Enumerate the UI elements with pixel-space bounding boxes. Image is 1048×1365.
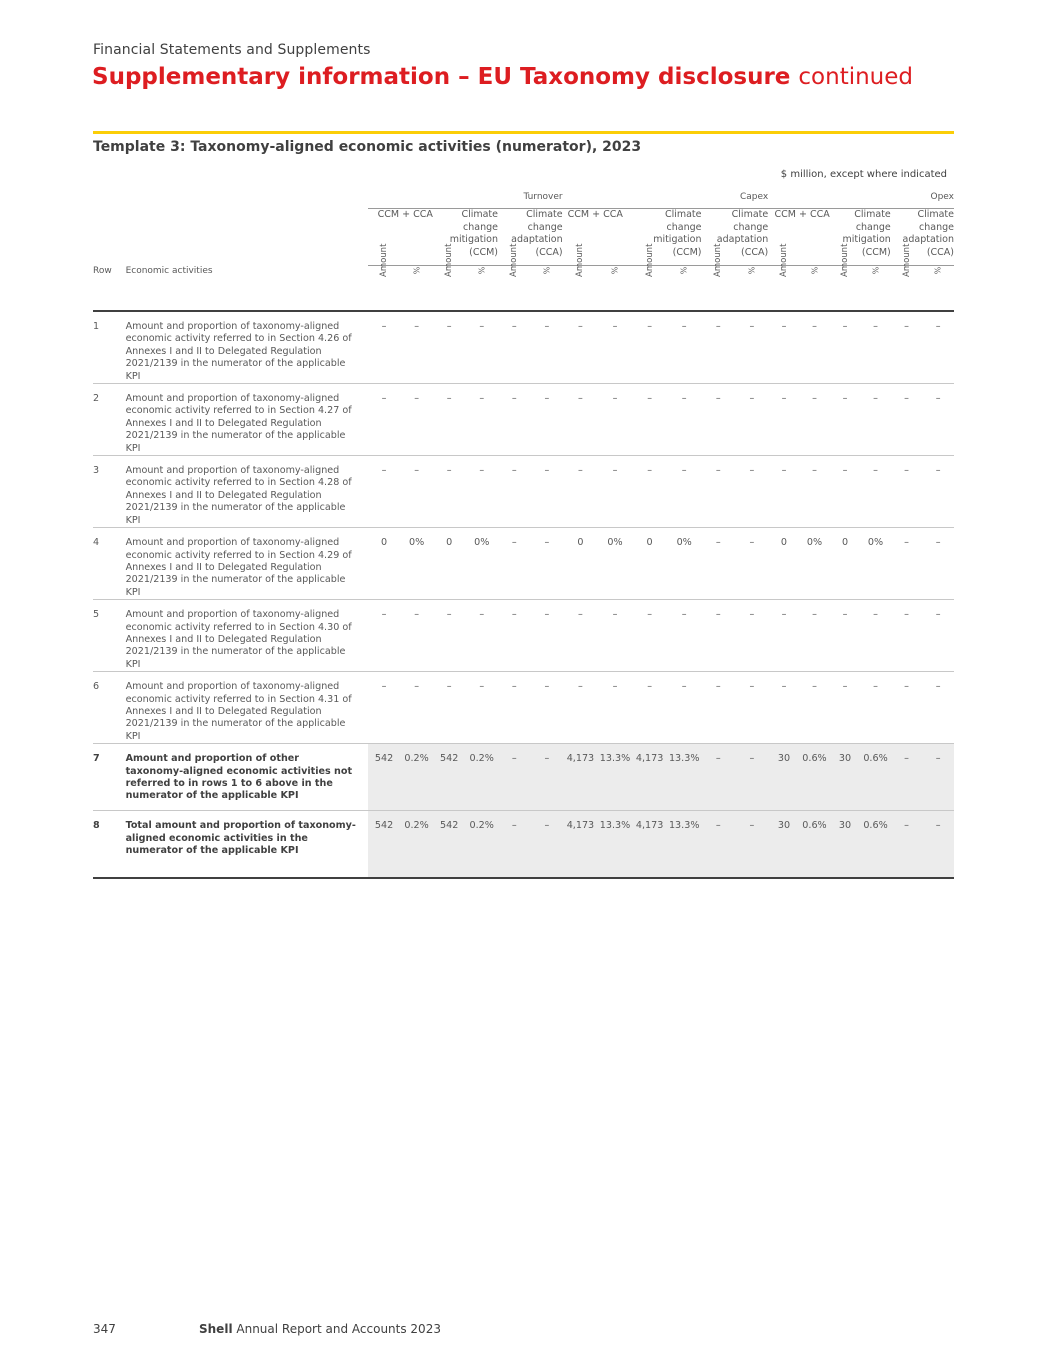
col-pct-label: % [542,266,552,275]
cell-value: – [632,384,667,456]
cell-value: – [531,384,564,456]
cell-value: – [891,384,923,456]
cell-value: – [667,672,702,744]
col-pct [598,266,633,312]
col-amount [368,243,401,312]
cell-value: – [891,811,923,879]
cell-value: – [799,672,830,744]
cell-value: 0 [632,528,667,600]
cell-value: 0% [465,528,498,600]
template-title: Template 3: Taxonomy-aligned economic activities (numerator), 2023 [93,139,642,155]
row-description: Amount and proportion of taxonomy-aligned economic activity referred to in Section 4.27 of Annexes I and II to Delegated Regulation 2021/2139 in the numerator of the applicable KPI [126,384,368,456]
cell-value: – [735,528,769,600]
cell-value: 0% [667,528,702,600]
cell-value: – [563,600,598,672]
cell-value: – [368,600,401,672]
col-pct-label: % [933,266,943,275]
cell-value: – [735,384,769,456]
cell-value: 30 [830,744,861,811]
col-pct [667,266,702,312]
cell-value: – [860,384,891,456]
cell-value: – [632,672,667,744]
cell-value: – [860,456,891,528]
cell-value: – [830,600,861,672]
col-amount [830,243,861,312]
cell-value: – [891,528,923,600]
cell-value: – [702,744,736,811]
col-pct [400,266,433,312]
cell-value: – [702,384,736,456]
cell-value: 0% [400,528,433,600]
row-description: Amount and proportion of taxonomy-aligned economic activity referred to in Section 4.26 of Annexes I and II to Delegated Regulation 2021/2139 in the numerator of the applicable KPI [126,311,368,384]
cell-value: 0 [830,528,861,600]
cell-value: 0 [769,528,800,600]
cell-value: 0% [860,528,891,600]
cell-value: – [769,672,800,744]
group-opex: Opex [769,192,954,209]
cell-value: 542 [433,811,466,879]
table-row [93,311,954,384]
cell-value: 4,173 [563,744,598,811]
col-pct [735,266,769,312]
cell-value: – [563,384,598,456]
footer-brand [199,1322,441,1336]
col-amount-label: Amount [444,243,455,277]
cell-value: 13.3% [598,744,633,811]
cell-value: – [667,600,702,672]
row-description: Amount and proportion of taxonomy-aligned economic activity referred to in Section 4.30 of Annexes I and II to Delegated Regulation 2021/2139 in the numerator of the applicable KPI [126,600,368,672]
col-pct-label: % [412,266,422,275]
row-description: Amount and proportion of taxonomy-aligned economic activity referred to in Section 4.31 of Annexes I and II to Delegated Regulation 2021/2139 in the numerator of the applicable KPI [126,672,368,744]
cell-value: – [368,672,401,744]
cell-value: – [702,811,736,879]
cell-value: – [498,672,531,744]
cell-value: – [769,384,800,456]
cell-value: – [922,600,954,672]
cell-value: 542 [433,744,466,811]
cell-value: – [433,456,466,528]
cell-value: – [598,456,633,528]
cell-value: – [922,744,954,811]
cell-value: – [830,311,861,384]
col-amount-label: Amount [644,243,655,277]
taxonomy-table [93,192,954,879]
cell-value: – [531,311,564,384]
row-description: Amount and proportion of other taxonomy-aligned economic activities not referred to in rows 1 to 6 above in the numerator of the applicable KPI [126,744,368,811]
cell-value: – [498,384,531,456]
cell-value: – [465,600,498,672]
cell-value: 13.3% [667,744,702,811]
cell-value: 542 [368,744,401,811]
yellow-divider [93,131,954,134]
row-description: Amount and proportion of taxonomy-aligned economic activity referred to in Section 4.28 of Annexes I and II to Delegated Regulation 2021/2139 in the numerator of the applicable KPI [126,456,368,528]
cell-value: – [860,600,891,672]
col-pct-label: % [679,266,689,275]
cell-value: – [400,384,433,456]
cell-value: 0.2% [465,811,498,879]
cell-value: – [922,811,954,879]
row-number: 4 [93,528,126,600]
cell-value: – [563,672,598,744]
cell-value: – [531,744,564,811]
section-label: Financial Statements and Supplements [93,42,371,58]
subgroup-capex-cca: Climate change adaptation (CCA) [702,209,769,266]
cell-value: – [735,311,769,384]
cell-value: 0% [799,528,830,600]
cell-value: 0.2% [400,744,433,811]
cell-value: – [400,672,433,744]
cell-value: – [922,528,954,600]
col-amount [891,243,923,312]
cell-value: – [400,600,433,672]
cell-value: 0% [598,528,633,600]
cell-value: – [702,528,736,600]
cell-value: – [830,672,861,744]
col-row-header: Row [93,266,126,312]
cell-value: – [922,456,954,528]
cell-value: 0.6% [799,744,830,811]
subgroup-opex-ccm: Climate change mitigation (CCM) [830,209,891,266]
cell-value: – [598,600,633,672]
col-pct-label: % [871,266,881,275]
cell-value: 0.2% [465,744,498,811]
col-pct [465,266,498,312]
cell-value: – [465,456,498,528]
group-capex: Capex [563,192,769,209]
cell-value: – [531,672,564,744]
col-pct-label: % [477,266,487,275]
subgroup-capex-ccm: Climate change mitigation (CCM) [632,209,701,266]
cell-value: – [799,311,830,384]
cell-value: – [433,672,466,744]
col-amount [769,243,800,312]
cell-value: – [563,311,598,384]
cell-value: – [632,311,667,384]
cell-value: – [799,600,830,672]
cell-value: 0.6% [860,744,891,811]
cell-value: – [922,672,954,744]
cell-value: – [891,311,923,384]
row-number: 8 [93,811,126,879]
col-amount-label: Amount [713,243,724,277]
cell-value: – [860,311,891,384]
cell-value: – [891,456,923,528]
cell-value: 4,173 [563,811,598,879]
subgroup-capex-ccm-cca: CCM + CCA [563,209,632,266]
subgroup-opex-cca: Climate change adaptation (CCA) [891,209,954,266]
cell-value: 4,173 [632,811,667,879]
cell-value: – [498,528,531,600]
cell-value: – [465,311,498,384]
page-title-suffix: continued [798,64,914,90]
cell-value: – [830,456,861,528]
cell-value: 0 [368,528,401,600]
cell-value: – [433,384,466,456]
cell-value: – [799,384,830,456]
cell-value: – [702,311,736,384]
cell-value: – [667,456,702,528]
cell-value: – [400,311,433,384]
col-amount-label: Amount [509,243,520,277]
cell-value: – [632,456,667,528]
cell-value: – [799,456,830,528]
page-title [92,64,913,90]
col-amount-label: Amount [778,243,789,277]
cell-value: – [769,600,800,672]
group-header-row [93,192,954,209]
cell-value: – [531,811,564,879]
cell-value: – [632,600,667,672]
cell-value: – [531,600,564,672]
col-amount [702,243,736,312]
col-amount-label: Amount [840,243,850,277]
cell-value: – [922,384,954,456]
cell-value: – [465,672,498,744]
cell-value: – [735,672,769,744]
col-pct-label: % [610,266,620,275]
cell-value: – [922,311,954,384]
cell-value: – [860,672,891,744]
col-pct [799,266,830,312]
cell-value: – [368,456,401,528]
cell-value: – [891,600,923,672]
cell-value: – [598,672,633,744]
cell-value: – [735,600,769,672]
subgroup-turnover-ccm-cca: CCM + CCA [368,209,433,266]
cell-value: – [667,311,702,384]
cell-value: – [830,384,861,456]
cell-value: – [702,456,736,528]
cell-value: – [702,672,736,744]
column-header-row [93,266,954,312]
cell-value: 13.3% [667,811,702,879]
cell-value: – [400,456,433,528]
subgroup-opex-ccm-cca: CCM + CCA [769,209,830,266]
col-amount-label: Amount [575,243,586,277]
cell-value: – [498,311,531,384]
cell-value: 4,173 [632,744,667,811]
table-row [93,456,954,528]
cell-value: – [702,600,736,672]
row-number: 2 [93,384,126,456]
col-amount [433,243,466,312]
table-row [93,600,954,672]
table-row [93,384,954,456]
cell-value: 0.6% [860,811,891,879]
unit-note: $ million, except where indicated [780,169,947,180]
page-title-main: Supplementary information – EU Taxonomy disclosure [92,64,791,90]
cell-value: 0.2% [400,811,433,879]
row-number: 3 [93,456,126,528]
col-amount-label: Amount [379,243,390,277]
subgroup-turnover-cca: Climate change adaptation (CCA) [498,209,563,266]
row-number: 1 [93,311,126,384]
cell-value: – [498,456,531,528]
cell-value: – [735,811,769,879]
cell-value: – [531,456,564,528]
cell-value: 542 [368,811,401,879]
col-amount-label: Amount [901,243,912,277]
col-pct [860,266,891,312]
row-description: Total amount and proportion of taxonomy-aligned economic activities in the numerator of the applicable KPI [126,811,368,879]
table-row [93,528,954,600]
cell-value: – [891,744,923,811]
page-number: 347 [93,1322,116,1336]
cell-value: 30 [830,811,861,879]
col-amount [563,243,598,312]
cell-value: – [769,456,800,528]
footer-report-name: Annual Report and Accounts 2023 [236,1322,441,1336]
cell-value: – [598,311,633,384]
cell-value: 30 [769,744,800,811]
cell-value: – [563,456,598,528]
subgroup-header-row [93,209,954,266]
col-pct-label: % [747,266,757,275]
col-pct-label: % [809,266,819,275]
row-number: 7 [93,744,126,811]
table-row-total [93,811,954,879]
row-description: Amount and proportion of taxonomy-aligned economic activity referred to in Section 4.29 of Annexes I and II to Delegated Regulation 2021/2139 in the numerator of the applicable KPI [126,528,368,600]
col-amount [498,243,531,312]
cell-value: – [735,456,769,528]
table-row [93,672,954,744]
group-turnover: Turnover [368,192,563,209]
row-number: 6 [93,672,126,744]
cell-value: – [433,311,466,384]
cell-value: 0 [563,528,598,600]
cell-value: – [498,744,531,811]
cell-value: – [498,600,531,672]
subgroup-turnover-ccm: Climate change mitigation (CCM) [433,209,498,266]
col-amount [632,243,667,312]
footer-brand-name: Shell [199,1322,233,1336]
cell-value: – [465,384,498,456]
cell-value: – [735,744,769,811]
cell-value: 0.6% [799,811,830,879]
cell-value: – [531,528,564,600]
row-number: 5 [93,600,126,672]
cell-value: – [667,384,702,456]
cell-value: 0 [433,528,466,600]
cell-value: – [368,384,401,456]
cell-value: 30 [769,811,800,879]
cell-value: – [368,311,401,384]
cell-value: – [769,311,800,384]
cell-value: – [598,384,633,456]
col-pct [922,266,954,312]
table-row [93,744,954,811]
cell-value: – [433,600,466,672]
cell-value: – [498,811,531,879]
cell-value: 13.3% [598,811,633,879]
col-activities-header: Economic activities [126,266,368,312]
cell-value: – [891,672,923,744]
col-pct [531,266,564,312]
